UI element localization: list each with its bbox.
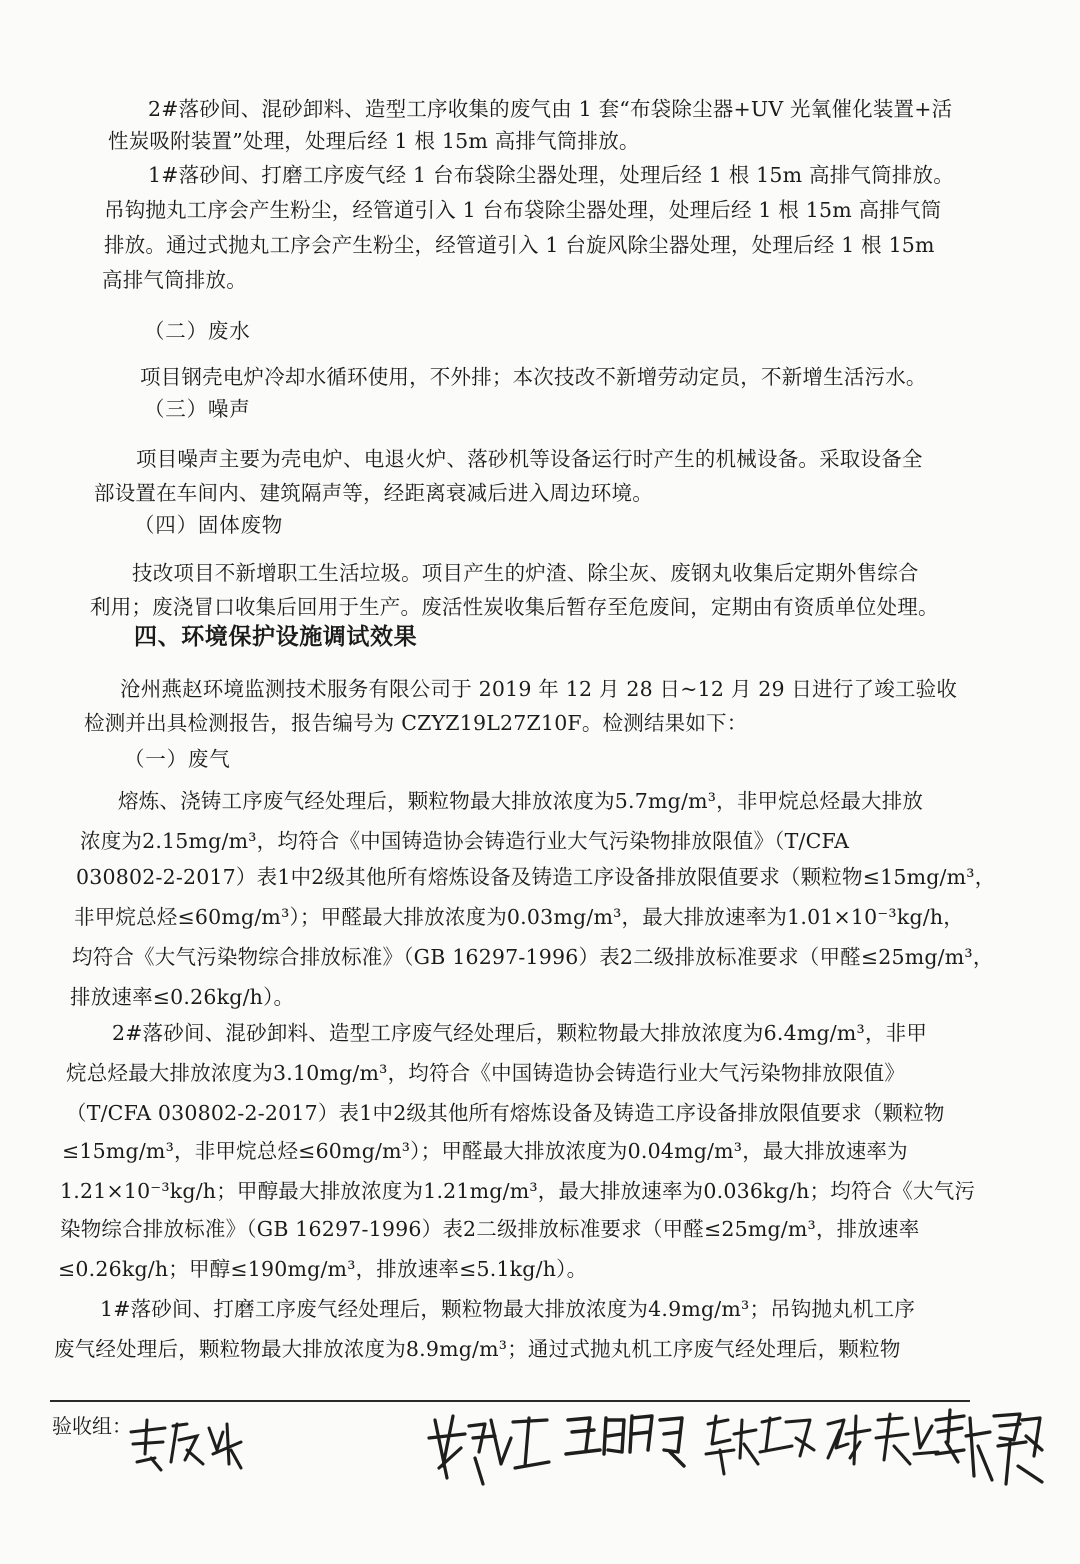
- text-line: 030802-2-2017）表1中2级其他所有熔炼设备及铸造工序设备排放限值要求（颗粒物≤15mg/m³，: [76, 865, 996, 889]
- text-line: ≤0.26kg/h；甲醇≤190mg/m³，排放速率≤5.1kg/h）。: [58, 1257, 588, 1281]
- signature-song-lihong: [425, 1408, 555, 1488]
- text-line: 染物综合排放标准》（GB 16297-1996）表2二级排放标准要求（甲醛≤25mg/m³，排放速率: [60, 1217, 920, 1241]
- text-line: 2#落砂间、混砂卸料、造型工序收集的废气由 1 套“布袋除尘器+UV 光氧催化装置+活: [148, 97, 953, 121]
- footer-divider: [50, 1400, 970, 1402]
- section-heading: （一）废气: [124, 747, 231, 771]
- text-line: 技改项目不新增职工生活垃圾。项目产生的炉渣、除尘灰、废钢丸收集后定期外售综合: [132, 561, 919, 585]
- text-line: 沧州燕赵环境监测技术服务有限公司于 2019 年 12 月 28 日~12 月 29 日进行了竣工验收: [120, 677, 958, 701]
- text-line: 烷总烃最大排放浓度为3.10mg/m³，均符合《中国铸造协会铸造行业大气污染物排放限值》: [66, 1061, 906, 1085]
- text-line: 非甲烷总烃≤60mg/m³）；甲醛最大排放浓度为0.03mg/m³，最大排放速率为1.01×10⁻³kg/h，: [74, 905, 965, 929]
- signature-sun-guiren: [820, 1408, 940, 1478]
- text-line: ≤15mg/m³，非甲烷总烃≤60mg/m³）；甲醛最大排放浓度为0.04mg/m³，最大排放速率为: [62, 1139, 908, 1163]
- signature-wu-zhenlan: [700, 1410, 820, 1480]
- section-heading: （四）固体废物: [134, 513, 284, 537]
- text-line: 排放。通过式抛丸工序会产生粉尘，经管道引入 1 台旋风除尘器处理，处理后经 1 根 15m: [104, 233, 935, 257]
- text-line: 性炭吸附装置”处理，处理后经 1 根 15m 高排气筒排放。: [108, 129, 640, 153]
- text-line: （T/CFA 030802-2-2017）表1中2级其他所有熔炼设备及铸造工序设备排放限值要求（颗粒物: [66, 1101, 945, 1125]
- text-line: 利用；废浇冒口收集后回用于生产。废活性炭收集后暂存至危废间，定期由有资质单位处理。: [90, 595, 939, 619]
- text-line: 项目钢壳电炉冷却水循环使用，不外排；本次技改不新增劳动定员，不新增生活污水。: [140, 365, 927, 389]
- text-line: 排放速率≤0.26kg/h）。: [70, 985, 295, 1009]
- section-heading: （三）噪声: [144, 397, 251, 421]
- text-line: 1#落砂间、打磨工序废气经 1 台布袋除尘器处理，处理后经 1 根 15m 高排气筒排放。: [148, 163, 954, 187]
- text-line: 废气经处理后，颗粒物最大排放浓度为8.9mg/m³；通过式抛丸机工序废气经处理后，颗粒物: [54, 1337, 901, 1361]
- text-line: 检测并出具检测报告，报告编号为 CZYZ19L27Z10F。检测结果如下：: [84, 711, 748, 735]
- acceptance-group-label: 验收组：: [52, 1414, 132, 1438]
- text-line: 熔炼、浇铸工序废气经处理后，颗粒物最大排放浓度为5.7mg/m³，非甲烷总烃最大排放: [118, 789, 924, 813]
- text-line: 高排气筒排放。: [102, 268, 247, 292]
- signature-liang-penglei: [560, 1410, 690, 1470]
- chapter-heading: 四、环境保护设施调试效果: [134, 624, 418, 650]
- text-line: 2#落砂间、混砂卸料、造型工序废气经处理后，颗粒物最大排放浓度为6.4mg/m³，非甲: [112, 1021, 928, 1045]
- signature-jia-qinghuan: [125, 1414, 245, 1474]
- text-line: 部设置在车间内、建筑隔声等，经距离衰减后进入周边环境。: [94, 481, 653, 505]
- text-line: 项目噪声主要为壳电炉、电退火炉、落砂机等设备运行时产生的机械设备。采取设备全: [136, 447, 923, 471]
- section-heading: （二）废水: [144, 319, 251, 343]
- text-line: 均符合《大气污染物综合排放标准》（GB 16297-1996）表2二级排放标准要求（甲醛≤25mg/m³，: [72, 945, 994, 969]
- text-line: 浓度为2.15mg/m³，均符合《中国铸造协会铸造行业大气污染物排放限值》（T/CFA: [80, 829, 850, 853]
- text-line: 吊钩抛丸工序会产生粉尘，经管道引入 1 台布袋除尘器处理，处理后经 1 根 15m 高排气筒: [104, 198, 942, 222]
- signature-li-liansuo: [930, 1406, 1046, 1490]
- text-line: 1.21×10⁻³kg/h；甲醇最大排放浓度为1.21mg/m³，最大排放速率为0.036kg/h；均符合《大气污: [60, 1179, 976, 1203]
- text-line: 1#落砂间、打磨工序废气经处理后，颗粒物最大排放浓度为4.9mg/m³；吊钩抛丸机工序: [100, 1297, 916, 1321]
